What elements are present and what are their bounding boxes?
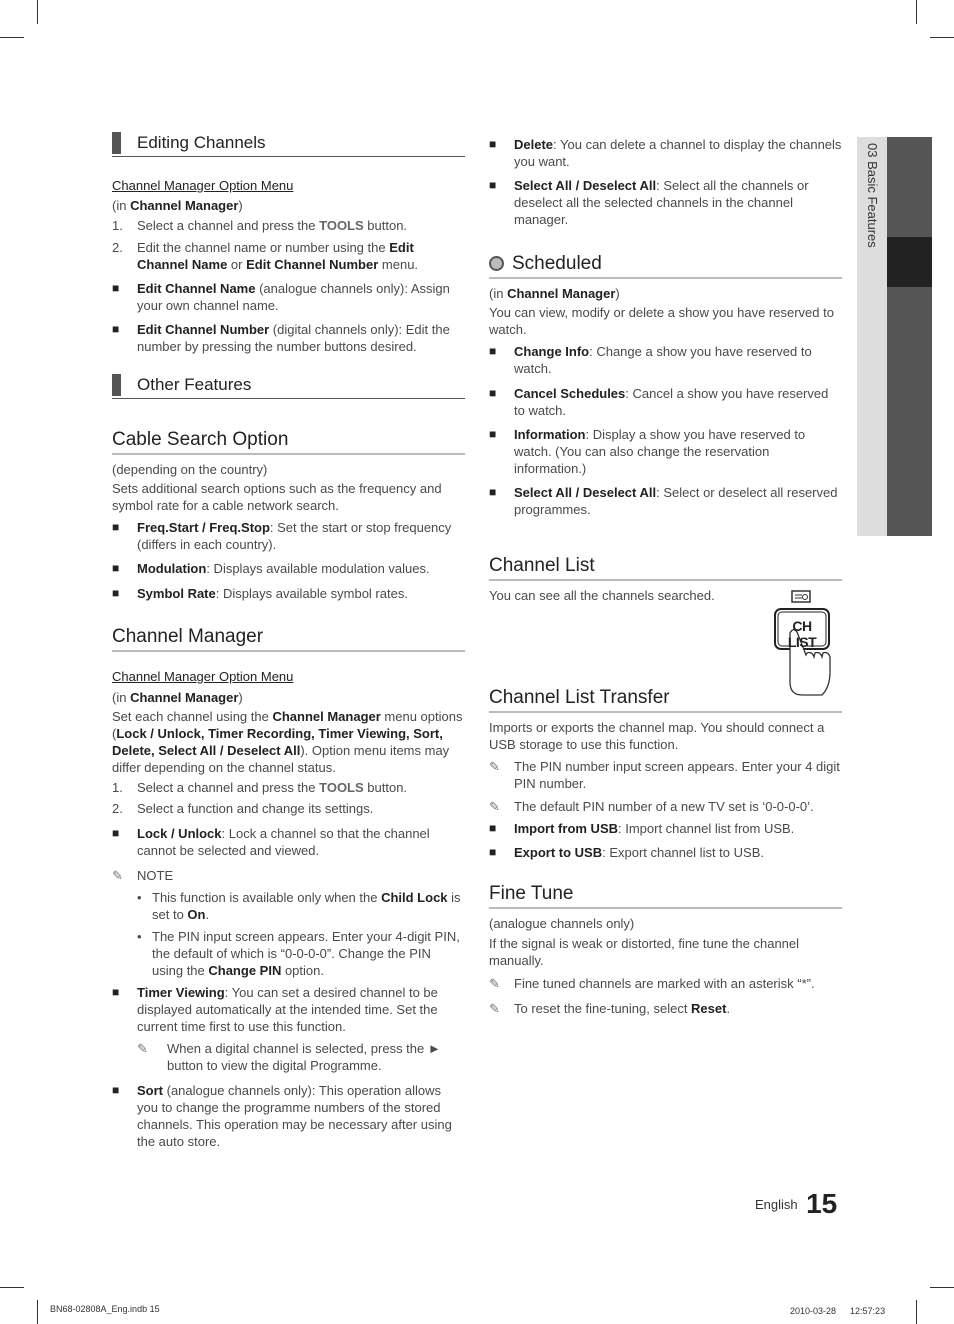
crop-mark — [37, 0, 38, 24]
pencil-note-icon: ✎ — [489, 799, 500, 814]
scheduled-heading: Scheduled — [489, 253, 842, 279]
note: ✎ The PIN number input screen appears. Enter your 4 digit PIN number. — [489, 759, 840, 791]
list-item: ■ Edit Channel Number (digital channels only): Edit the number by pressing the number buttons desired. — [112, 322, 450, 354]
channel-list-transfer-heading: Channel List Transfer — [489, 687, 842, 713]
clock-icon — [489, 256, 504, 271]
pencil-note-icon: ✎ — [489, 976, 500, 991]
remote-button-icon — [772, 587, 842, 697]
list-item: ■ Sort (analogue channels only): This operation allows you to change the programme numbers of the stored channels. This operation may be necessary after using the auto store. — [112, 1083, 452, 1149]
list-item: ■ Edit Channel Name (analogue channels only): Assign your own channel name. — [112, 281, 450, 313]
heading-bar — [112, 132, 121, 154]
crop-mark — [916, 1300, 917, 1324]
print-file-label: BN68-02808A_Eng.indb 15 — [50, 1304, 160, 1314]
square-bullet-icon: ■ — [112, 586, 120, 600]
crop-mark — [0, 37, 24, 38]
cable-search-heading: Cable Search Option — [112, 429, 465, 455]
other-features-heading: Other Features — [112, 374, 465, 399]
crop-mark — [930, 1287, 954, 1288]
crop-mark — [916, 0, 917, 24]
list-item: ■ Select All / Deselect All: Select all the channels or deselect all the selected channels in the channel manager. — [489, 178, 809, 227]
step-2: 2. Select a function and change its settings. — [112, 801, 374, 816]
editing-channels-heading: Editing Channels — [112, 132, 465, 157]
note: ✎ The default PIN number of a new TV set is ‘0-0-0-0’. — [489, 799, 814, 814]
square-bullet-icon: ■ — [112, 561, 120, 575]
square-bullet-icon: ■ — [489, 821, 497, 835]
pencil-note-icon: ✎ — [489, 1001, 500, 1016]
list-item: ■ Delete: You can delete a channel to display the channels you want. — [489, 137, 842, 169]
list-item: • The PIN input screen appears. Enter your 4-digit PIN, the default of which is “0-0-0-0”. Change the PIN using the Change PIN option. — [137, 929, 460, 978]
option-menu-label: Channel Manager Option Menu — [112, 178, 294, 193]
pencil-note-icon: ✎ — [489, 759, 500, 774]
chapter-tab-band — [887, 137, 932, 536]
square-bullet-icon: ■ — [489, 386, 497, 400]
ch-list-button-label: CH LIST — [787, 618, 817, 650]
list-item: ■ Export to USB: Export channel list to USB. — [489, 845, 764, 860]
square-bullet-icon: ■ — [112, 281, 120, 295]
list-item: ■ Cancel Schedules: Cancel a show you have reserved to watch. — [489, 386, 829, 418]
list-item: ■ Modulation: Displays available modulation values. — [112, 561, 430, 576]
step-2: 2. Edit the channel name or number using the Edit Channel Name or Edit Channel Number menu. — [112, 240, 419, 272]
chapter-label: 03 Basic Features — [865, 143, 880, 248]
note: ✎ When a digital channel is selected, press the ► button to view the digital Programme. — [137, 1041, 441, 1073]
chapter-tab-marker — [887, 237, 932, 287]
square-bullet-icon: ■ — [112, 322, 120, 336]
note: ✎ To reset the fine-tuning, select Reset. — [489, 1001, 731, 1016]
square-bullet-icon: ■ — [489, 178, 497, 192]
square-bullet-icon: ■ — [112, 520, 120, 534]
list-item: ■ Symbol Rate: Displays available symbol rates. — [112, 586, 408, 601]
page-footer — [755, 1188, 837, 1220]
crop-mark — [37, 1300, 38, 1324]
pencil-note-icon: ✎ — [137, 1041, 148, 1056]
page-number: 15 — [806, 1188, 838, 1219]
option-menu-label: Channel Manager Option Menu — [112, 669, 294, 684]
step-1: 1. Select a channel and press the TOOLS button. — [112, 780, 408, 795]
list-item: ■ Timer Viewing: You can set a desired channel to be displayed automatically at the intended time. Set the current time first to use this function. — [112, 985, 438, 1034]
right-column: ■ Delete: You can delete a channel to display the channels you want. ■ Select All / Deselect All: Select all the channels or deselect all the selected channels in the channel manager. Scheduled (in Channel Manager) You can view, modify or delete a show you have reserved to watch. ■ Change Info: Change a show you have reserved to watch. ■ Cancel Schedules: Cancel a show you have reserved to watch. ■ Information: Display a show you have reserved to watch. (You can also change the reservation information.) ■ Select All / Deselect All: Select or deselect all reserved programmes. Channel List You can see all the channels searched. CH LIST Channel List Transfer Imports or exports the channel map. You should connect a USB storage to use this function. ✎ The PIN number input screen appears. Enter your 4 digit PIN number. ✎ The default PIN number of a new TV set is ‘0-0-0-0’. ■ Import from USB: Import channel list from USB. ■ Export to USB: Export channel list to USB. Fine Tune (analogue channels only) If the signal is weak or distorted, fine tune the channel manually. ✎ Fine tuned channels are marked with an asterisk “*”. ✎ To reset the fine-tuning, select Reset. — [489, 137, 842, 1016]
heading-bar — [112, 374, 121, 396]
list-item: • This function is available only when the Child Lock is set to On. — [137, 890, 461, 922]
list-item: ■ Import from USB: Import channel list from USB. — [489, 821, 795, 836]
list-item: ■ Lock / Unlock: Lock a channel so that the channel cannot be selected and viewed. — [112, 826, 430, 858]
channel-manager-heading: Channel Manager — [112, 626, 465, 652]
note-heading: ✎ NOTE — [112, 868, 174, 883]
list-item: ■ Change Info: Change a show you have reserved to watch. — [489, 344, 812, 376]
crop-mark — [0, 1287, 24, 1288]
list-item: ■ Information: Display a show you have reserved to watch. (You can also change the reservation information.) — [489, 427, 806, 476]
crop-mark — [930, 37, 954, 38]
channel-list-heading: Channel List — [489, 555, 842, 581]
step-1: 1. Select a channel and press the TOOLS button. — [112, 218, 408, 233]
pencil-note-icon: ✎ — [112, 868, 123, 883]
note: ✎ Fine tuned channels are marked with an asterisk “*”. — [489, 976, 815, 991]
square-bullet-icon: ■ — [489, 137, 497, 151]
square-bullet-icon: ■ — [112, 826, 120, 840]
left-column: Editing Channels Channel Manager Option Menu (in Channel Manager) 1. Select a channel and press the TOOLS button. 2. Edit the channel name or number using the Edit Channel Name or Edit Channel Number menu. ■ Edit Channel Name (analogue channels only): Assign your own channel name. ■ Edit Channel Number (digital channels only): Edit the number by pressing the number buttons desired. Other Features Cable Search Option (depending on the country) Sets additional search options such as the frequency and symbol rate for a cable network search. ■ Freq.Start / Freq.Stop: Set the start or stop frequency (differs in each country). ■ Modulation: Displays available modulation values. ■ Symbol Rate: Displays available symbol rates. Channel Manager Channel Manager Option Menu (in Channel Manager) Set each channel using the Channel Manager menu options (Lock / Unlock, Timer Recording, Timer Viewing, Sort, Delete, Select All / Deselect All). Option menu items may differ depending on the channel status. 1. Select a channel and press the TOOLS button. 2. Select a function and change its settings. ■ Lock / Unlock: Lock a channel so that the channel cannot be selected and viewed. ✎ NOTE • This function is available only when the Child Lock is set to On. • The PIN input screen appears. Enter your 4-digit PIN, the default of which is “0-0-0-0”. Change the PIN using the Change PIN option. ■ Timer Viewing: You can set a desired channel to be displayed automatically at the intended time. Set the current time first to use this function. ✎ When a digital channel is selected, press the ► button to view the digital Programme. ■ Sort (analogue channels only): This operation allows you to change the programme numbers of the stored channels. This operation may be necessary after using the auto store. — [112, 132, 465, 1150]
square-bullet-icon: ■ — [489, 344, 497, 358]
list-item: ■ Select All / Deselect All: Select or deselect all reserved programmes. — [489, 485, 838, 517]
chapter-tab — [857, 137, 887, 536]
square-bullet-icon: ■ — [489, 845, 497, 859]
print-date-label: 2010-03-28 12:57:23 — [790, 1306, 886, 1316]
fine-tune-heading: Fine Tune — [489, 883, 842, 909]
square-bullet-icon: ■ — [489, 427, 497, 441]
language-label: English — [755, 1197, 798, 1212]
list-item: ■ Freq.Start / Freq.Stop: Set the start or stop frequency (differs in each country). — [112, 520, 452, 552]
square-bullet-icon: ■ — [112, 1083, 120, 1097]
square-bullet-icon: ■ — [112, 985, 120, 999]
square-bullet-icon: ■ — [489, 485, 497, 499]
